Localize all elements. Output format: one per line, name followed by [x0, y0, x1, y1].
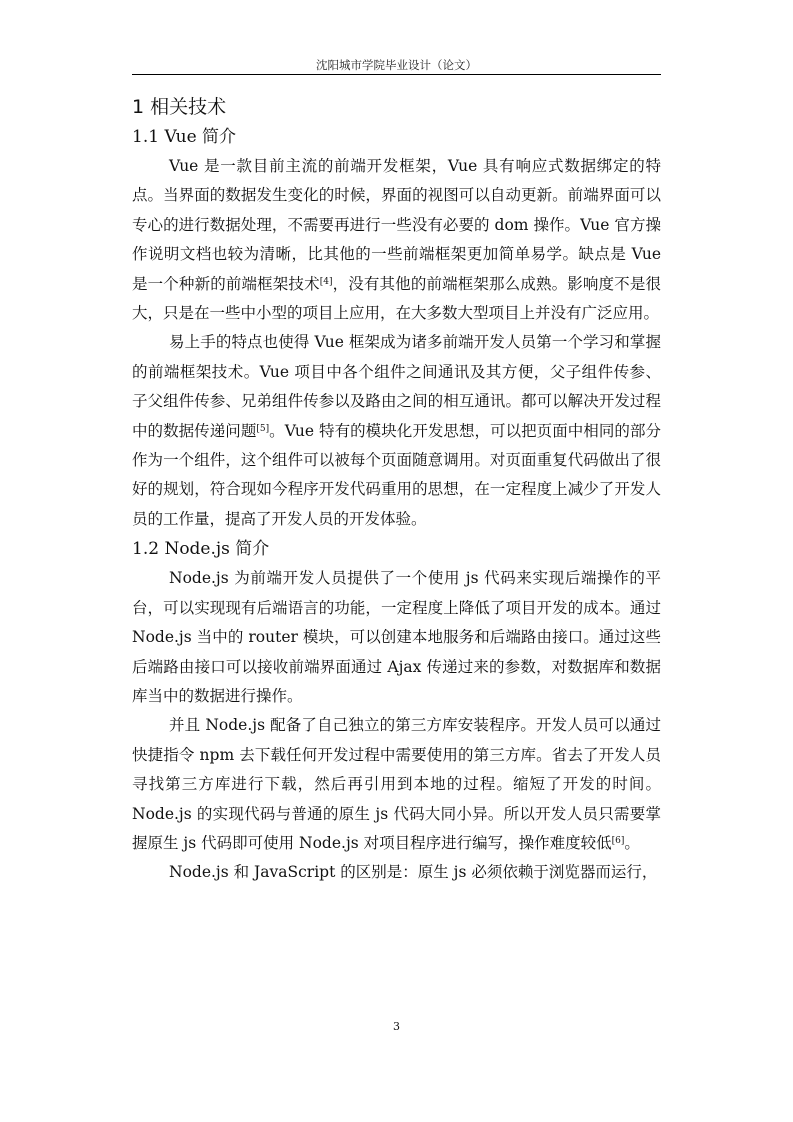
- section-title: 1 相关技术: [132, 96, 227, 118]
- page-body: [132, 92, 661, 888]
- paragraph-text: 易上手的特点也使得 Vue 框架成为诸多前端开发人员第一个学习和掌握的前端框架技术。Vue 项目中各个组件之间通讯及其方便，父子组件传参、子父组件传参、兄弟组件传参以及路由之间的相互通讯。都可以解决开发过程中的数据传递问题: [132, 333, 661, 440]
- subsection-heading-vue: 1.1 Vue 简介: [132, 127, 237, 147]
- page-number: 3: [393, 1020, 400, 1033]
- paragraph-text: 。Vue 特有的模块化开发思想，可以把页面中相同的部分作为一个组件，这个组件可以被每个页面随意调用。对页面重复代码做出了很好的规划，符合现如今程序开发代码重用的思想，在一定程度上减少了开发人员的工作量，提高了开发人员的开发体验。: [132, 421, 661, 528]
- node-paragraph-1: Node.js 为前端开发人员提供了一个使用 js 代码来实现后端操作的平台，可以实现现有后端语言的功能，一定程度上降低了项目开发的成本。通过 Node.js 当中的 router 模块，可以创建本地服务和后端路由接口。通过这些后端路由接口可以接收前端界面通过 Ajax 传递过来的参数，对数据库和数据库当中的数据进行操作。: [132, 569, 661, 705]
- citation-ref: [6]: [611, 835, 625, 846]
- paragraph-text: 并且 Node.js 配备了自己独立的第三方库安装程序。开发人员可以通过快捷指令 npm 去下载任何开发过程中需要使用的第三方库。省去了开发人员寻找第三方库进行下载，然后再引用到本地的过程。缩短了开发的时间。Node.js 的实现代码与普通的原生 js 代码大同小异。所以开发人员只需要掌握原生 js 代码即可使用 Node.js 对项目程序进行编写，操作难度较低: [132, 716, 661, 852]
- vue-paragraph-2: [132, 328, 661, 534]
- header-rule: [132, 74, 661, 75]
- running-header: 沈阳城市学院毕业设计（论文）: [316, 58, 477, 72]
- vue-paragraph-1: [132, 152, 661, 328]
- subsection-heading-node: 1.2 Node.js 简介: [132, 539, 270, 560]
- citation-ref: [4]: [319, 276, 333, 287]
- node-paragraph-3: Node.js 和 JavaScript 的区别是：原生 js 必须依赖于浏览器而运行，: [169, 863, 658, 882]
- citation-ref: [5]: [256, 423, 270, 434]
- node-paragraph-2: [132, 711, 661, 858]
- paragraph-text: Vue 是一款目前主流的前端开发框架，Vue 具有响应式数据绑定的特点。当界面的数据发生变化的时候，界面的视图可以自动更新。前端界面可以专心的进行数据处理，不需要再进行一些没有必要的 dom 操作。Vue 官方操作说明文档也较为清晰，比其他的一些前端框架更加简单易学。缺点是 Vue 是一个种新的前端框架技术: [132, 157, 661, 293]
- paragraph-text: ，没有其他的前端框架那么成熟。影响度不是很大，只是在一些中小型的项目上应用，在大多数大型项目上并没有广泛应用。: [132, 274, 661, 323]
- paragraph-text: 。: [624, 833, 640, 852]
